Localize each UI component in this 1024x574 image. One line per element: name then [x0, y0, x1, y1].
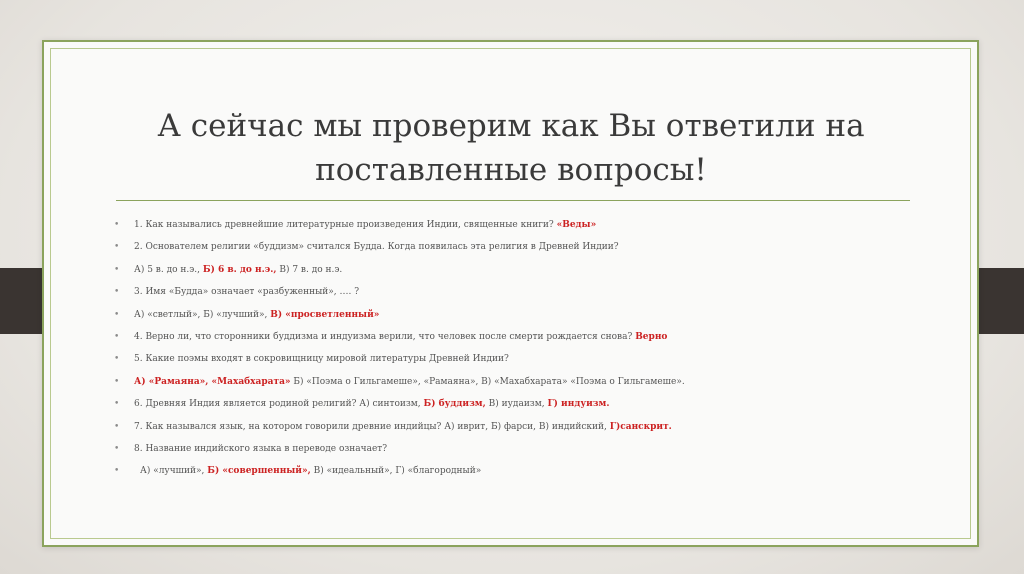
answer-text: Б) «совершенный», — [207, 466, 311, 477]
list-item — [110, 348, 930, 370]
item-text: А) 5 в. до н.э., — [134, 264, 203, 275]
list-item — [110, 304, 930, 326]
bullet-icon: • — [114, 242, 120, 253]
item-text: 8. Название индийского языка в переводе означает? — [134, 443, 388, 454]
item-text: 2. Основателем религии «буддизм» считался Будда. Когда появилась эта религия в Древней Индии? — [134, 242, 619, 253]
bullet-icon: • — [114, 354, 120, 365]
item-text: 4. Верно ли, что сторонники буддизма и индуизма верили, что человек после смерти рождается снова? — [134, 331, 636, 342]
item-text: 1. Как назывались древнейшие литературные произведения Индии, священные книги? — [134, 220, 557, 230]
bullet-icon: • — [114, 376, 120, 387]
bullet-icon: • — [114, 466, 120, 477]
list-item — [110, 214, 930, 236]
item-text: А) «лучший», — [140, 466, 208, 477]
item-text: 5. Какие поэмы входят в сокровищницу мировой литературы Древней Индии? — [134, 354, 509, 365]
answer-text: «Веды» — [556, 220, 597, 230]
answer-text: Верно — [635, 331, 668, 342]
list-item — [110, 416, 930, 438]
bullet-icon: • — [114, 220, 120, 230]
title-divider — [116, 200, 910, 201]
bullet-icon: • — [114, 287, 120, 298]
list-item — [110, 281, 930, 303]
answer-text: В) «просветленный» — [270, 309, 380, 320]
slide-title: А сейчас мы проверим как Вы ответили на поставленные вопросы! — [157, 108, 865, 188]
slide — [42, 40, 979, 547]
list-item — [110, 259, 930, 281]
answer-text: А) «Рамаяна», «Махабхарата» — [134, 376, 291, 387]
list-item — [110, 460, 930, 482]
answer-text: Б) 6 в. до н.э., — [202, 264, 277, 275]
list-item — [110, 236, 930, 258]
bullet-icon: • — [114, 399, 120, 410]
list-item — [110, 438, 930, 460]
question-list — [110, 214, 930, 483]
bullet-icon: • — [114, 443, 120, 454]
item-text: 6. Древняя Индия является родиной религий? А) синтоизм, — [134, 399, 424, 410]
item-text: 7. Как назывался язык, на котором говорили древние индийцы? А) иврит, Б) фарси, В) индийский, — [134, 421, 610, 432]
item-text: В) 7 в. до н.э. — [276, 264, 343, 275]
answer-text: Г) индуизм. — [547, 399, 610, 410]
answer-text: Б) буддизм, — [423, 399, 486, 410]
bullet-icon: • — [114, 264, 120, 275]
item-text: В) «идеальный», Г) «благородный» — [310, 466, 482, 477]
bullet-icon: • — [114, 421, 120, 432]
list-item — [110, 371, 930, 393]
item-text: Б) «Поэма о Гильгамеше», «Рамаяна», В) «Махабхарата» «Поэма о Гильгамеше». — [290, 376, 685, 387]
bullet-icon: • — [114, 309, 120, 320]
item-text: А) «светлый», Б) «лучший», — [134, 309, 271, 320]
list-item — [110, 393, 930, 415]
left-side-tab — [0, 268, 48, 334]
item-text: 3. Имя «Будда» означает «разбуженный», …. ? — [134, 287, 360, 298]
item-text: В) иудаизм, — [485, 399, 548, 410]
answer-text: Г)санскрит. — [609, 421, 672, 432]
bullet-icon: • — [114, 331, 120, 342]
list-item — [110, 326, 930, 348]
